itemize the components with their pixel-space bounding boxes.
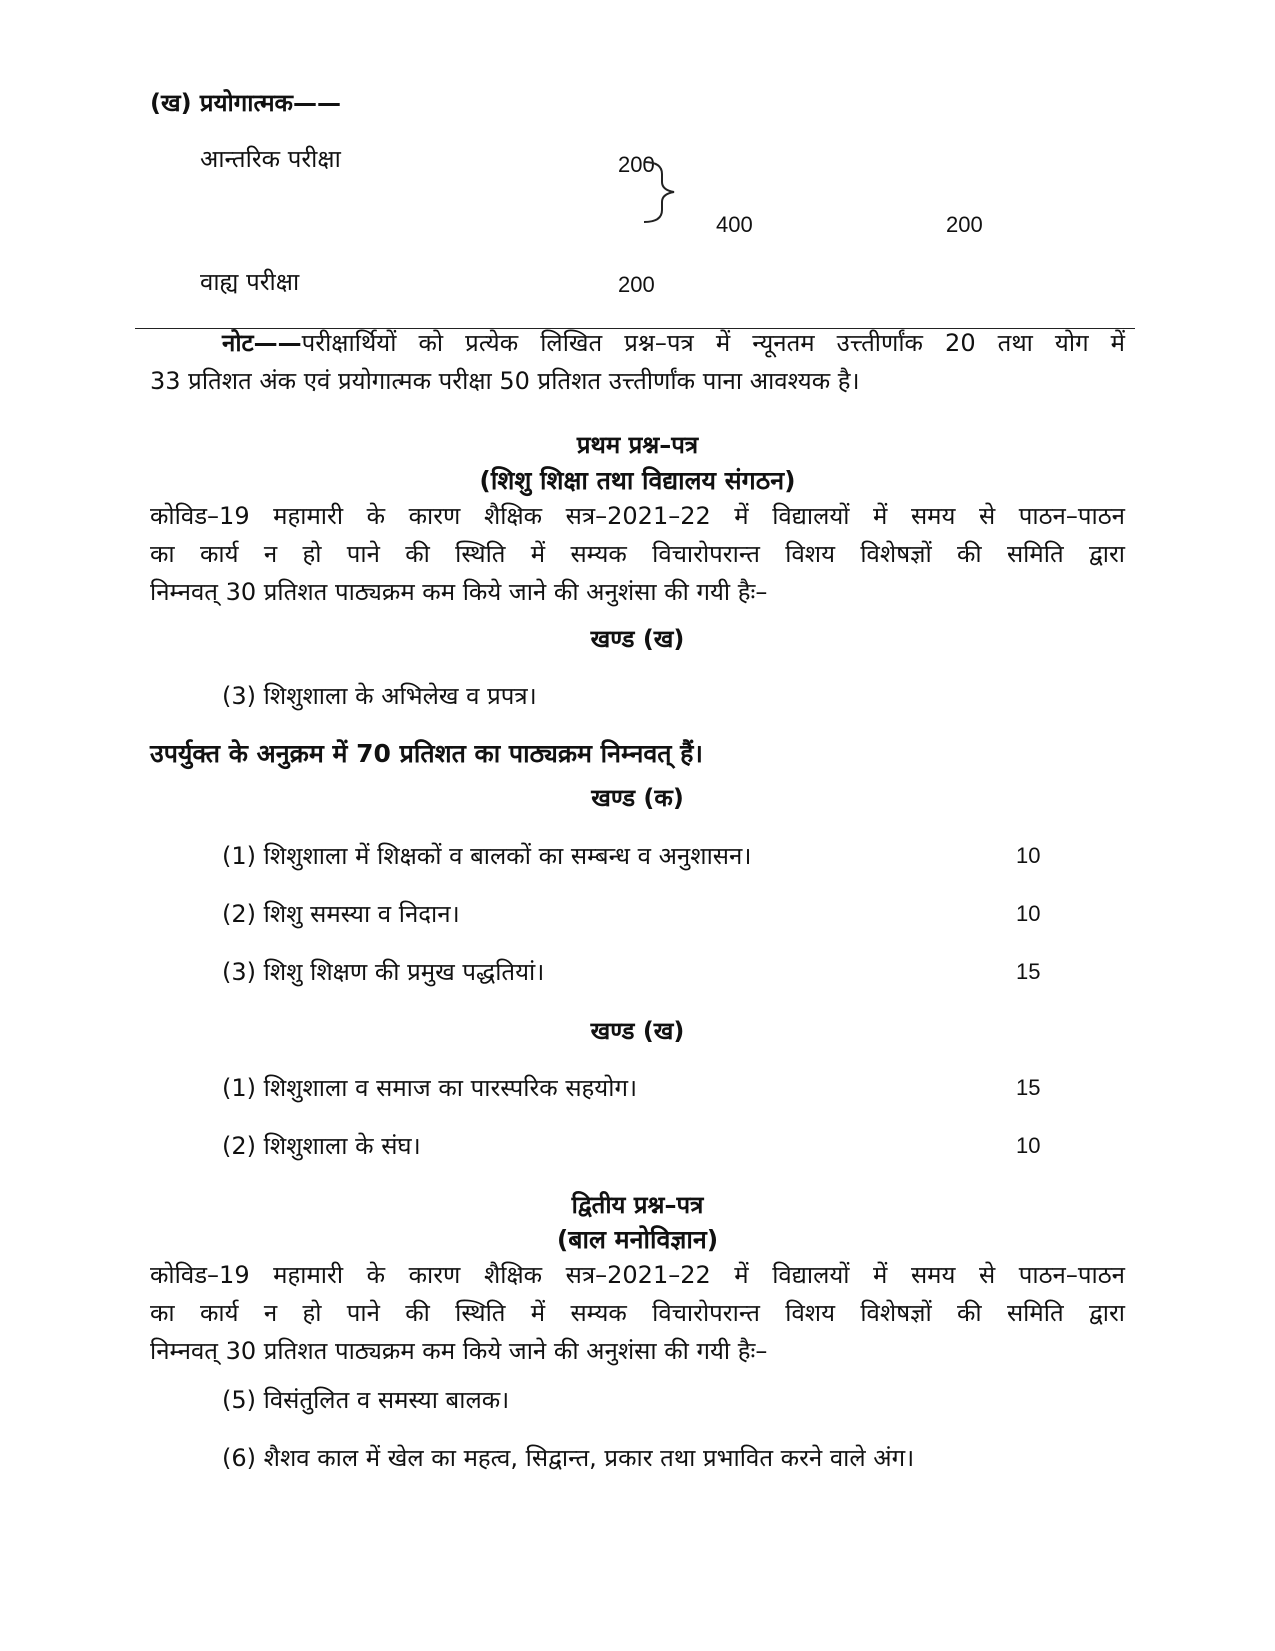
paper1-remaining-heading: उपर्युक्त के अनुक्रम में 70 प्रतिशत का पाठ्यक्रम निम्नवत् हैं। — [150, 739, 703, 768]
brace-icon — [640, 158, 700, 226]
section-b-item-1: (1) शिशुशाला व समाज का पारस्परिक सहयोग। — [222, 1074, 638, 1102]
external-exam-marks: 200 — [618, 272, 655, 297]
paper1-removed-item: (3) शिशुशाला के अभिलेख व प्रपत्र। — [222, 682, 537, 710]
paper2-intro-line-1: कोविड–19 महामारी के कारण शैक्षिक सत्र–2021–22 में विद्यालयों में समय से पाठन–पाठन — [150, 1261, 1125, 1289]
section-a-item-3-marks: 15 — [1016, 959, 1041, 984]
internal-exam-label: आन्तरिक परीक्षा — [200, 145, 341, 173]
paper1-intro-line-3: निम्नवत् 30 प्रतिशत पाठ्यक्रम कम किये जाने की अनुशंसा की गयी हैः– — [150, 578, 768, 606]
paper1-subtitle: (शिशु शिक्षा तथा विद्यालय संगठन) — [479, 466, 796, 495]
section-a-item-1: (1) शिशुशाला में शिक्षकों व बालकों का सम्बन्ध व अनुशासन। — [222, 842, 752, 870]
note-text-1: परीक्षार्थियों को प्रत्येक लिखित प्रश्न–पत्र में न्यूनतम उत्त्तीर्णांक 20 तथा योग में — [301, 329, 1125, 357]
paper1-intro-line-2: का कार्य न हो पाने की स्थिति में सम्यक विचारोपरान्त विशय विशेषज्ञों की समिति द्वारा — [150, 540, 1125, 568]
section-b-item-2-marks: 10 — [1016, 1133, 1041, 1158]
section-a-item-1-marks: 10 — [1016, 843, 1041, 868]
paper1-title: प्रथम प्रश्न–पत्र — [576, 431, 699, 459]
practical-pass-marks: 200 — [946, 212, 983, 237]
section-a-item-2-marks: 10 — [1016, 901, 1041, 926]
paper2-intro — [150, 1256, 1125, 1370]
section-b-item-2: (2) शिशुशाला के संघ। — [222, 1132, 421, 1160]
section-b-title: खण्ड (ख) — [590, 1017, 685, 1045]
section-a-title: खण्ड (क) — [591, 784, 684, 812]
paper2-intro-line-3: निम्नवत् 30 प्रतिशत पाठ्यक्रम कम किये जाने की अनुशंसा की गयी हैः– — [150, 1337, 768, 1365]
paper2-removed-item-1: (5) विसंतुलित व समस्या बालक। — [222, 1386, 510, 1414]
paper2-subtitle: (बाल मनोविज्ञान) — [556, 1225, 719, 1254]
paper2-title: द्वितीय प्रश्न–पत्र — [571, 1191, 704, 1219]
practical-heading: (ख) प्रयोगात्मक—— — [150, 89, 341, 117]
external-exam-label: वाह्य परीक्षा — [200, 268, 300, 296]
section-a-item-3: (3) शिशु शिक्षण की प्रमुख पद्धतियां। — [222, 958, 545, 986]
paper2-intro-line-2: का कार्य न हो पाने की स्थिति में सम्यक विचारोपरान्त विशय विशेषज्ञों की समिति द्वारा — [150, 1299, 1125, 1327]
note-label: नोट—— — [222, 329, 302, 357]
paper1-removed-section-title: खण्ड (ख) — [590, 625, 685, 653]
paper1-intro — [150, 497, 1125, 611]
section-a-item-2: (2) शिशु समस्या व निदान। — [222, 900, 460, 928]
note-line-2: 33 प्रतिशत अंक एवं प्रयोगात्मक परीक्षा 50 प्रतिशत उत्त्तीर्णांक पाना आवश्यक है। — [150, 367, 860, 395]
paper2-removed-item-2: (6) शैशव काल में खेल का महत्व, सिद्वान्त, प्रकार तथा प्रभावित करने वाले अंग। — [222, 1444, 915, 1472]
practical-total-marks: 400 — [716, 212, 753, 237]
internal-exam-marks: 200 — [618, 152, 655, 177]
section-b-item-1-marks: 15 — [1016, 1075, 1041, 1100]
paper1-intro-line-1: कोविड–19 महामारी के कारण शैक्षिक सत्र–2021–22 में विद्यालयों में समय से पाठन–पाठन — [150, 502, 1125, 530]
note-paragraph — [150, 324, 1125, 400]
note-line-1 — [150, 324, 1125, 362]
